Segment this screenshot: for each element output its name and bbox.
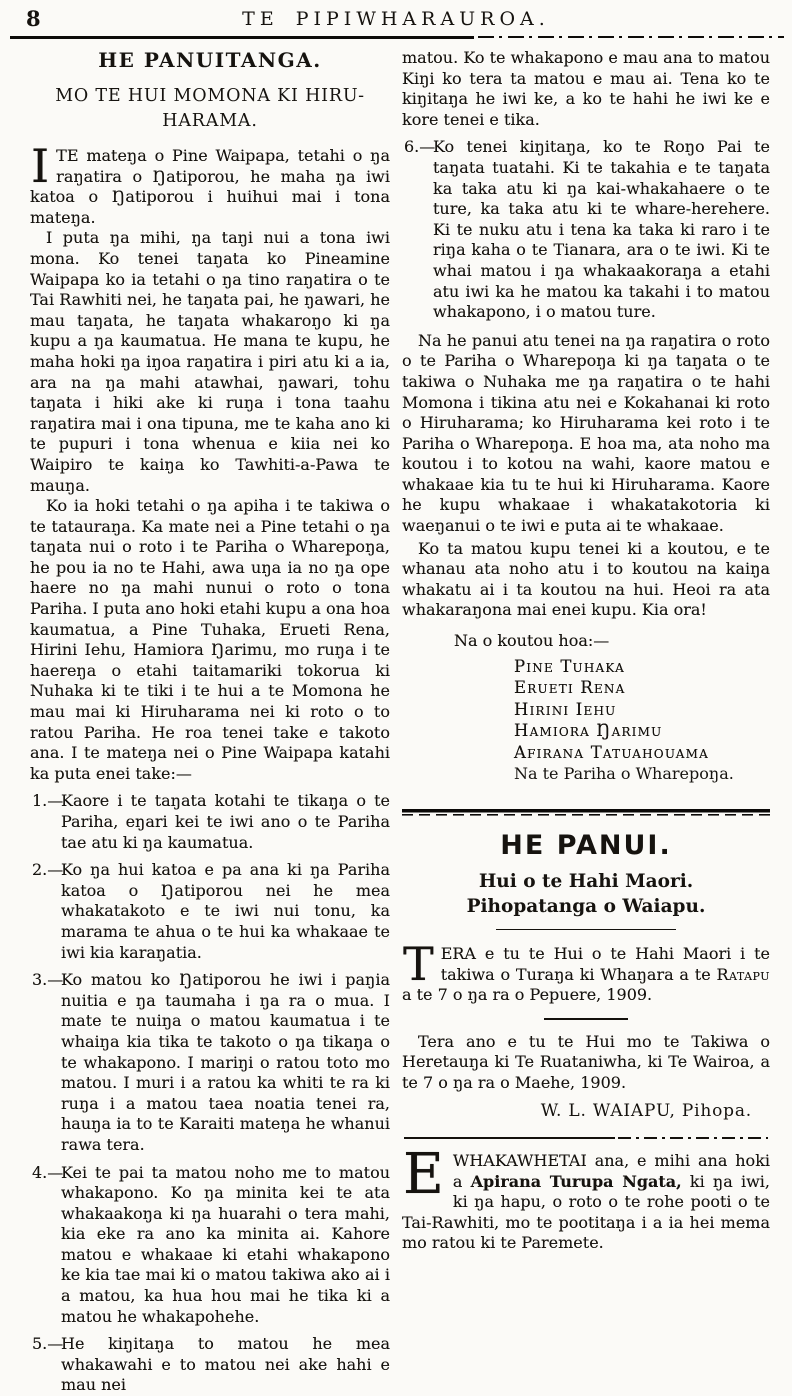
- list-number: 1.—: [32, 791, 64, 811]
- person-name-bold: Apirana Turupa Ngata,: [470, 1171, 682, 1191]
- article-subtitle-line1: MO TE HUI MOMONA KI HIRU-: [55, 86, 365, 106]
- header-rule-dashed: [478, 36, 784, 38]
- list-number: 6.—: [404, 137, 436, 157]
- paragraph-text: WHAKAWHETAI ana, e mihi ana hoki a: [452, 1150, 770, 1191]
- section-rule-solid: [404, 1137, 615, 1139]
- header-rule: [10, 36, 784, 39]
- drop-cap: I: [31, 139, 50, 193]
- paragraph-text: ki ŋa iwi, ki ŋa hapu, o roto o te rohe pooti o te Tai-Rawhiti, mo te pootitaŋa i a ia hei mema mo ratou ki te Paremete.: [402, 1171, 771, 1253]
- list-item-text: He kiŋitaŋa to matou he mea whakawahi e to matou nei ake hahi e mau nei: [61, 1334, 390, 1395]
- signature-name: Hamiora Ŋarimu: [514, 721, 663, 741]
- list-number: 3.—: [32, 970, 64, 990]
- section-divider: [402, 809, 770, 816]
- notice-subtitle: Hui o te Hahi Maori. Pihopatanga o Waiapu.: [466, 870, 706, 917]
- list-item-text: Kaore i te taŋata kotahi te tikaŋa o te Pariha, eŋari kei te iwi ano o te Pariha tae atu ki ŋa kaumatua.: [61, 791, 390, 852]
- section-rule-dashed: [618, 1137, 768, 1138]
- signature-name: Pine Tuhaka: [514, 656, 625, 676]
- masthead-title: TE PIPIWHARAUROA.: [242, 8, 550, 30]
- right-column: [402, 40, 770, 1254]
- paragraph: Ko ta matou kupu tenei ki a koutou, e te whanau ata noho atu i to koutou na kaiŋa whakatu ai i ta koutou na hui. Heoi ra ata whakaraŋona mai enei kupu. Kia ora!: [402, 538, 770, 620]
- list-number: 2.—: [32, 860, 64, 880]
- ornamental-rule: [544, 1018, 628, 1020]
- ornamental-rule: [496, 929, 676, 931]
- left-column: [30, 46, 390, 1396]
- list-item-5-continuation: matou. Ko te whakapono e mau ana to matou Kiŋi ko tera ta matou e mau ai. Tena ko te kiŋitaŋa he iwi ke, a ko te hahi he iwi ke e kore tenei e tika.: [402, 48, 770, 129]
- salutation: Na o koutou hoa:—: [454, 631, 610, 651]
- drop-cap: E: [403, 1141, 444, 1207]
- paragraph: Na he panui atu tenei na ŋa raŋatira o roto o te Pariha o Wharepoŋa ki ŋa taŋata o te takiwa o Nuhaka me ŋa raŋatira o te hahi Momona i tikina atu nei e Kokahanai ki roto o Hiruharama; ko Hiruharama kei roto i te Pariha o Wharepoŋa. E hoa ma, ata noho ma koutou i to kotou na wahi, kaore matou e whakaae kia tu te hui ki Hiruharama. Kaore he kupu whakaae i whakatakotoria ki waeŋanui o te iwi e puta ai te whakaae.: [402, 330, 770, 536]
- signature-list: [514, 656, 770, 785]
- paragraph-notice-1: [402, 937, 770, 1006]
- drop-cap: T: [403, 937, 434, 992]
- article-subtitle-line2: HARAMA.: [162, 111, 258, 131]
- list-item-2: [30, 860, 390, 963]
- article-subtitle: [30, 84, 390, 134]
- list-item-text: Ko tenei kiŋitaŋa, ko te Roŋo Pai te taŋata tuatahi. Ki te takahia e te taŋata ka taka atu ki ŋa kai-whakahaere o te ture, ka taka atu ki te whare-herehere. Ki te nuku atu i tena ka taka ki raro i te riŋa kaha o te Tianara, ara o te iwi. Ki te whai matou i ŋa whakaakoraŋa a etahi atu iwi ka he matou ka takahi i to matou whakapono, i o matou ture.: [433, 137, 770, 322]
- paragraph: I puta ŋa mihi, ŋa taŋi nui a tona iwi mona. Ko tenei taŋata ko Pineamine Waipapa ko ia tetahi o ŋa tino raŋatira o te Tai Rawhiti nei, he taŋata pai, he ŋawari, he mau taŋata, he taŋata whakaroŋo ki ŋa kupu a ŋa kaumatua. He mana te kupu, he maha hoki ŋa iŋoa raŋatira i piri atu ki a ia, ara na ŋa mahi atawhai, ŋawari, tohu taŋata i hiki ake ki ruŋa i tona taahu raŋatira mai i ona tipuna, me te kaha ano ki te pupuri i tona whenua e kiia nei ko Waipiro te kaiŋa ko Tawhiti-a-Pawa te mauŋa.: [30, 228, 390, 495]
- list-number: 5.—: [32, 1334, 64, 1354]
- list-item-4: [30, 1163, 390, 1328]
- list-item-6: [402, 137, 770, 322]
- list-item-text: Ko matou ko Ŋatiporou he iwi i paŋia nuitia e ŋa taumaha i ŋa ra o mua. I mate te nuiŋa o matou kaumatua i te whaiŋa kia tika te takoto o ŋa tikaŋa o te whakapono. I mariŋi o ratou toto mo matou. I muri i a ratou ka whiti te ra ki ruŋa i a matou taea noatia tenei ra, hauŋa ia to te Karaiti mateŋa he whanui rawa tera.: [61, 970, 390, 1154]
- notice-title: HE PANUI.: [500, 829, 672, 861]
- article-title: HE PANUITANGA.: [98, 48, 322, 72]
- paragraph-opening: [30, 139, 390, 228]
- signature-name: Afirana Tatuahouama: [514, 742, 709, 762]
- paragraph: Ko ia hoki tetahi o ŋa apiha i te takiwa o te tatauraŋa. Ka mate nei a Pine tetahi o ŋa taŋata nui o roto i te Pariha o Wharepoŋa, he pou ia no te Hahi, awa uŋa ia no ŋa ope haere no ŋa mahi nunui o roto o tona Pariha. I puta ano hoki etahi kupu a ona hoa kaumatua, a Pine Tuhaka, Erueti Rena, Hirini Iehu, Hamiora Ŋarimu, mo ruŋa i te haereŋa o etahi taitamariki tokorua ki Nuhaka ki te tiki i te hui a te Momona he mau mai ki Hiruharama nei ki roto o to ratou Pariha. He roa tenei take e takoto ana. I te mateŋa nei o Pine Waipapa katahi ka puta enei take:—: [30, 496, 391, 783]
- signature-name: Hirini Iehu: [514, 699, 617, 719]
- section-rule: [404, 1137, 768, 1139]
- list-item-text: Kei te pai ta matou noho me to matou whakapono. Ko ŋa minita kei te ata whakaakoŋa ki ŋa huarahi o tera mahi, kia eke ra ano ka minita ai. Kahore matou e whakaae ki etahi whakapono ke kia tae mai ki o matou takiwa ako ai i a matou, ka hua hou mai he tika ki a matou he whakapohehe.: [61, 1162, 390, 1326]
- paragraph-thanks: [402, 1141, 771, 1254]
- small-caps-word: Ratapu: [716, 964, 770, 984]
- bishop-signature: W. L. WAIAPU, Pihopa.: [540, 1101, 752, 1122]
- paragraph-text: TE mateŋa o Pine Waipapa, tetahi o ŋa raŋatira o Ŋatiporou, he maha ŋa iwi katoa o Ŋatiporou i huihui mai i tona mateŋa.: [30, 146, 390, 227]
- signature-name: Erueti Rena: [514, 678, 626, 698]
- paragraph-text: ERA e tu te Hui o te Hahi Maori i te takiwa o Turaŋa ki Whaŋara a te: [440, 944, 770, 984]
- list-item-1: [30, 791, 390, 853]
- paragraph-text: a te 7 o ŋa ra o Pepuere, 1909.: [402, 985, 653, 1005]
- list-item-5: [30, 1334, 390, 1396]
- list-item-3: [30, 970, 390, 1155]
- paragraph-notice-2: Tera ano e tu te Hui mo te Takiwa o Heretauŋa ki Te Ruataniwha, ki Te Wairoa, a te 7 o ŋa ra o Maehe, 1909.: [402, 1031, 770, 1092]
- page-number: 8: [26, 6, 41, 31]
- list-number: 4.—: [32, 1162, 64, 1182]
- signature-signoff: Na te Pariha o Wharepoŋa.: [514, 764, 734, 784]
- header-rule-solid: [10, 36, 474, 39]
- list-item-text: Ko ŋa hui katoa e pa ana ki ŋa Pariha katoa o Ŋatiporou nei he mea whakatakoto e te iwi nui tonu, ka marama te ahua o te hui ka whakaae te iwi kia karaŋatia.: [61, 860, 390, 962]
